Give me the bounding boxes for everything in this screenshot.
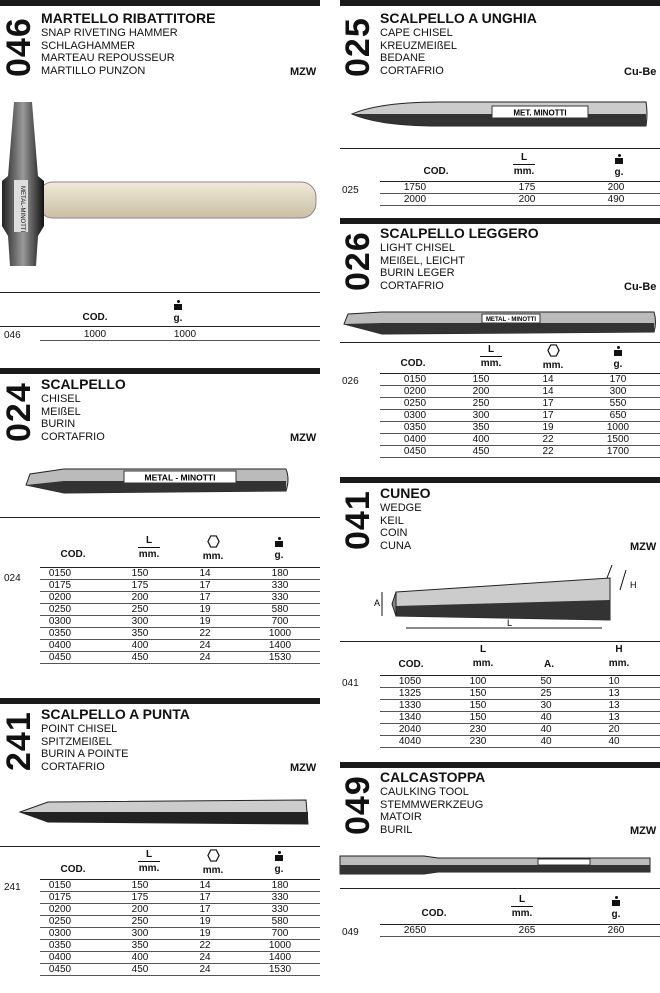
table-cell: 1000 xyxy=(606,422,630,433)
table-row xyxy=(380,410,660,422)
table-cell: 0450 xyxy=(48,652,72,663)
length-arrow-icon xyxy=(511,905,533,908)
section-046-code: 046 xyxy=(0,17,38,77)
length-arrow-icon xyxy=(138,546,160,549)
point-chisel-image xyxy=(18,796,310,828)
table-cell: 17 xyxy=(542,398,554,409)
dim-l-label: L xyxy=(507,618,513,628)
table-cell: 550 xyxy=(609,398,627,409)
table-cell: 40 xyxy=(608,736,620,747)
table-cell: 230 xyxy=(469,724,487,735)
section-046-topbar xyxy=(0,0,320,6)
table-cell: 330 xyxy=(271,580,289,591)
section-024-topbar xyxy=(0,368,320,374)
table-cell: 175 xyxy=(131,892,149,903)
section-024-rule xyxy=(0,517,320,518)
table-cell: 0350 xyxy=(48,628,72,639)
table-row xyxy=(380,676,660,688)
table-cell: 0400 xyxy=(48,640,72,651)
table-row xyxy=(40,580,320,592)
table-cell: 1400 xyxy=(268,952,292,963)
row-code: 046 xyxy=(4,330,21,341)
row-code: 241 xyxy=(4,882,21,893)
dim-h-label: H xyxy=(630,580,637,590)
table-cell: 200 xyxy=(131,904,149,915)
table-cell: 100 xyxy=(469,676,487,687)
table-row xyxy=(380,925,660,937)
table-cell: 450 xyxy=(472,446,490,457)
col-weight-unit: g. xyxy=(173,313,183,324)
table-row xyxy=(40,964,320,976)
section-241-material: MZW xyxy=(290,762,317,774)
section-025-code: 025 xyxy=(339,17,377,77)
table-cell: 30 xyxy=(540,700,552,711)
table-row xyxy=(40,916,320,928)
table-cell: 19 xyxy=(542,422,554,433)
table-row xyxy=(40,892,320,904)
table-cell: 230 xyxy=(469,736,487,747)
section-026-rule xyxy=(340,342,660,343)
table-041 xyxy=(380,675,660,748)
table-cell: 1530 xyxy=(268,652,292,663)
table-cell: 22 xyxy=(199,628,211,639)
col-cod: COD. xyxy=(400,358,426,369)
section-024-names: CHISEL MEIßEL BURIN CORTAFRIO xyxy=(41,393,105,443)
table-cell: 150 xyxy=(131,880,149,891)
table-row xyxy=(380,398,660,410)
table-row xyxy=(380,182,660,194)
table-cell: 0300 xyxy=(48,928,72,939)
col-weight: g. xyxy=(604,154,634,178)
name-de: SCHLAGHAMMER xyxy=(41,39,136,52)
table-cell: 19 xyxy=(199,916,211,927)
table-cell: 2040 xyxy=(398,724,422,735)
table-024 xyxy=(40,567,320,664)
table-row xyxy=(40,604,320,616)
table-cell: 1530 xyxy=(268,964,292,975)
chisel-label: METAL - MINOTTI xyxy=(144,472,216,483)
table-cell: 24 xyxy=(199,652,211,663)
table-cell: 175 xyxy=(131,580,149,591)
weight-icon xyxy=(615,154,623,164)
weight-icon xyxy=(275,851,283,861)
section-026-topbar xyxy=(340,218,660,224)
section-049-title: CALCASTOPPA xyxy=(380,769,486,785)
section-241-code: 241 xyxy=(0,711,38,771)
table-cell: 19 xyxy=(199,616,211,627)
light-chisel-label: METAL - MINOTTI xyxy=(485,317,537,323)
table-cell: 24 xyxy=(199,640,211,651)
col-length: L mm. xyxy=(480,344,502,369)
table-row xyxy=(40,616,320,628)
col-h: H mm. xyxy=(608,644,630,669)
table-row xyxy=(380,194,660,206)
table-cell: 330 xyxy=(271,892,289,903)
col-cod: COD. xyxy=(60,549,86,560)
table-cell: 19 xyxy=(199,928,211,939)
table-cell: 150 xyxy=(472,374,490,385)
table-cell: 0250 xyxy=(48,604,72,615)
table-cell: 200 xyxy=(472,386,490,397)
table-cell: 0250 xyxy=(48,916,72,927)
table-row xyxy=(380,724,660,736)
section-041-code: 041 xyxy=(339,490,377,550)
table-241 xyxy=(40,879,320,976)
table-cell: 0450 xyxy=(48,964,72,975)
table-cell: 450 xyxy=(131,964,149,975)
cape-chisel-label: MET. MINOTTI xyxy=(513,108,567,118)
hexagon-icon xyxy=(547,344,560,357)
table-cell: 17 xyxy=(542,410,554,421)
table-cell: 17 xyxy=(199,592,211,603)
table-cell: 22 xyxy=(542,434,554,445)
table-cell: 260 xyxy=(607,925,625,936)
table-cell: 1000 xyxy=(268,628,292,639)
table-026 xyxy=(380,373,660,458)
section-041-names: WEDGE KEIL COIN CUNA xyxy=(380,502,422,552)
hexagon-icon xyxy=(207,535,220,548)
section-241-names: POINT CHISEL SPITZMEIßEL BURIN A POINTE CORTAFRIO xyxy=(41,723,129,773)
col-cod: COD. xyxy=(421,908,447,919)
table-cell: 0175 xyxy=(48,892,72,903)
section-241-topbar xyxy=(0,698,320,704)
weight-icon xyxy=(174,300,182,310)
table-row xyxy=(40,904,320,916)
section-024-code: 024 xyxy=(0,382,38,442)
table-row xyxy=(380,422,660,434)
table-cell: 13 xyxy=(608,700,620,711)
table-cell: 50 xyxy=(540,676,552,687)
wedge-image xyxy=(372,560,660,636)
col-cod: COD. xyxy=(398,659,424,670)
table-cell: 25 xyxy=(540,688,552,699)
table-cell: 0250 xyxy=(403,398,427,409)
table-cell: 1750 xyxy=(403,182,427,193)
hammer-image xyxy=(0,96,320,271)
col-length: L mm. xyxy=(472,644,494,669)
section-026-title: SCALPELLO LEGGERO xyxy=(380,225,539,241)
table-cell: 700 xyxy=(271,616,289,627)
table-row xyxy=(40,640,320,652)
section-049-code: 049 xyxy=(339,775,377,835)
table-cell: 17 xyxy=(199,580,211,591)
table-cell: 13 xyxy=(608,688,620,699)
section-041-material: MZW xyxy=(630,541,657,553)
table-cell: 22 xyxy=(199,940,211,951)
table-cell: 400 xyxy=(472,434,490,445)
table-cell: 1500 xyxy=(606,434,630,445)
table-cell: 13 xyxy=(608,712,620,723)
table-cell: 200 xyxy=(131,592,149,603)
table-cell: 1700 xyxy=(606,446,630,457)
col-length: L mm. xyxy=(513,152,535,177)
table-cell: 300 xyxy=(609,386,627,397)
section-041-title: CUNEO xyxy=(380,485,431,501)
section-041-topbar xyxy=(340,477,660,483)
table-row xyxy=(40,928,320,940)
table-cell: 150 xyxy=(469,712,487,723)
table-row xyxy=(40,652,320,664)
section-041-rule xyxy=(340,641,660,642)
table-row xyxy=(380,374,660,386)
table-header-line xyxy=(0,326,320,327)
section-025-names: CAPE CHISEL KREUZMEIßEL BEDANE CORTAFRIO xyxy=(380,27,458,77)
table-025 xyxy=(380,181,660,206)
table-cell: 200 xyxy=(607,182,625,193)
row-code: 024 xyxy=(4,573,21,584)
section-025-rule xyxy=(340,148,660,149)
table-cell: 40 xyxy=(540,712,552,723)
table-row xyxy=(380,446,660,458)
col-weight xyxy=(168,300,188,324)
table-cell: 1340 xyxy=(398,712,422,723)
table-cell: 2000 xyxy=(403,194,427,205)
section-025-title: SCALPELLO A UNGHIA xyxy=(380,10,537,26)
table-cell: 300 xyxy=(472,410,490,421)
table-cell: 0175 xyxy=(48,580,72,591)
table-cell: 0150 xyxy=(48,880,72,891)
table-cell: 14 xyxy=(199,880,211,891)
section-241-title: SCALPELLO A PUNTA xyxy=(41,706,190,722)
table-cell: 490 xyxy=(607,194,625,205)
section-025-topbar xyxy=(340,0,660,6)
table-cell: 1325 xyxy=(398,688,422,699)
table-cell: 250 xyxy=(472,398,490,409)
table-cell: 0200 xyxy=(403,386,427,397)
table-cell: 150 xyxy=(469,688,487,699)
col-cod: COD. xyxy=(82,312,108,323)
table-cell: 0350 xyxy=(48,940,72,951)
table-cell: 330 xyxy=(271,904,289,915)
table-cell: 24 xyxy=(199,952,211,963)
hexagon-icon xyxy=(207,849,220,862)
table-cell: 170 xyxy=(609,374,627,385)
length-arrow-icon xyxy=(513,163,535,166)
table-cell: 0400 xyxy=(48,952,72,963)
table-cell: 180 xyxy=(271,568,289,579)
table-cell: 400 xyxy=(131,640,149,651)
hammer-label: METAL-MINOTTI xyxy=(19,186,25,233)
table-cell: 580 xyxy=(271,604,289,615)
table-cell: 19 xyxy=(199,604,211,615)
table-row: 1000 1000 xyxy=(40,329,320,341)
table-cell: 450 xyxy=(131,652,149,663)
table-cell: 350 xyxy=(131,940,149,951)
table-cell: 0300 xyxy=(403,410,427,421)
section-046-material: MZW xyxy=(290,66,317,78)
table-row xyxy=(40,880,320,892)
weight-icon xyxy=(275,537,283,547)
table-cell: 2650 xyxy=(403,925,427,936)
col-weight: g. xyxy=(264,537,294,561)
table-row xyxy=(40,568,320,580)
table-cell: 0150 xyxy=(403,374,427,385)
table-row xyxy=(380,386,660,398)
table-cell: 350 xyxy=(131,628,149,639)
name-es: MARTILLO PUNZON xyxy=(41,64,146,77)
table-cell: 0400 xyxy=(403,434,427,445)
light-chisel-image xyxy=(342,308,658,338)
col-hex: mm. xyxy=(198,535,228,562)
col-hex: mm. xyxy=(198,849,228,876)
table-cell: 0300 xyxy=(48,616,72,627)
table-cell: 0450 xyxy=(403,446,427,457)
table-cell: 0200 xyxy=(48,592,72,603)
length-arrow-icon xyxy=(480,355,502,358)
section-024-material: MZW xyxy=(290,432,317,444)
row-code: 025 xyxy=(342,185,359,196)
table-row xyxy=(380,434,660,446)
section-025-material: Cu-Be xyxy=(624,66,657,78)
table-cell: 150 xyxy=(469,700,487,711)
col-length: L mm. xyxy=(511,894,533,919)
table-cell: 0350 xyxy=(403,422,427,433)
section-024-title: SCALPELLO xyxy=(41,376,126,392)
table-cell: 580 xyxy=(271,916,289,927)
col-cod: COD. xyxy=(60,864,86,875)
table-cell: 700 xyxy=(271,928,289,939)
table-049 xyxy=(380,924,660,937)
table-row xyxy=(380,700,660,712)
section-049-topbar xyxy=(340,762,660,768)
table-cell: 0150 xyxy=(48,568,72,579)
weight-icon xyxy=(614,346,622,356)
dim-a-label: A xyxy=(374,598,381,608)
length-arrow-icon xyxy=(138,860,160,863)
table-cell: 1050 xyxy=(398,676,422,687)
table-cell: 4040 xyxy=(398,736,422,747)
table-cell: 40 xyxy=(540,724,552,735)
section-026-names: LIGHT CHISEL MEIßEL, LEICHT BURIN LEGER CORTAFRIO xyxy=(380,242,465,292)
table-row xyxy=(40,628,320,640)
table-cell: 14 xyxy=(199,568,211,579)
table-cell: 20 xyxy=(608,724,620,735)
table-cell: 300 xyxy=(131,928,149,939)
section-046-names xyxy=(41,27,178,77)
caulking-tool-image xyxy=(338,852,654,878)
table-row xyxy=(40,952,320,964)
section-049-names: CAULKING TOOL STEMMWERKZEUG MATOIR BURIL xyxy=(380,786,484,836)
section-046-rule xyxy=(0,292,320,293)
section-026-material: Cu-Be xyxy=(624,281,657,293)
section-241-rule xyxy=(0,846,320,847)
table-cell: 350 xyxy=(472,422,490,433)
col-weight: g. xyxy=(601,896,631,920)
table-row xyxy=(380,688,660,700)
table-row xyxy=(40,592,320,604)
col-length: L mm. xyxy=(138,849,160,874)
table-cell: 1330 xyxy=(398,700,422,711)
section-049-rule xyxy=(340,888,660,889)
table-cell: 250 xyxy=(131,916,149,927)
table-cell: 0200 xyxy=(48,904,72,915)
table-row xyxy=(380,712,660,724)
col-a: A. xyxy=(544,659,554,670)
table-cell: 200 xyxy=(518,194,536,205)
table-cell: 300 xyxy=(131,616,149,627)
chisel-image xyxy=(24,465,292,497)
table-cell: 180 xyxy=(271,880,289,891)
table-cell: 1400 xyxy=(268,640,292,651)
table-cell: 265 xyxy=(518,925,536,936)
table-cell: 330 xyxy=(271,592,289,603)
table-cell: 175 xyxy=(518,182,536,193)
col-hex: mm. xyxy=(538,344,568,371)
table-cell: 1000 xyxy=(268,940,292,951)
section-046-title: MARTELLO RIBATTITORE xyxy=(41,10,216,26)
table-row xyxy=(40,940,320,952)
name-en: SNAP RIVETING HAMMER xyxy=(41,27,178,39)
table-cell: 24 xyxy=(199,964,211,975)
table-cell: 14 xyxy=(542,386,554,397)
row-code: 026 xyxy=(342,376,359,387)
table-cell: 10 xyxy=(608,676,620,687)
name-fr: MARTEAU REPOUSSEUR xyxy=(41,52,175,65)
table-cell: 650 xyxy=(609,410,627,421)
section-049-material: MZW xyxy=(630,825,657,837)
table-cell: 40 xyxy=(540,736,552,747)
table-cell: 17 xyxy=(199,904,211,915)
col-weight: g. xyxy=(603,346,633,370)
table-cell: 14 xyxy=(542,374,554,385)
table-cell: 150 xyxy=(131,568,149,579)
weight-icon xyxy=(612,896,620,906)
table-cell: 17 xyxy=(199,892,211,903)
table-cell: 400 xyxy=(131,952,149,963)
col-weight: g. xyxy=(264,851,294,875)
col-length: L mm. xyxy=(138,535,160,560)
col-cod: COD. xyxy=(423,166,449,177)
table-cell: 250 xyxy=(131,604,149,615)
table-row xyxy=(380,736,660,748)
row-code: 041 xyxy=(342,678,359,689)
row-code: 049 xyxy=(342,927,359,938)
cape-chisel-image xyxy=(350,98,650,132)
table-cell: 22 xyxy=(542,446,554,457)
section-026-code: 026 xyxy=(339,231,377,291)
